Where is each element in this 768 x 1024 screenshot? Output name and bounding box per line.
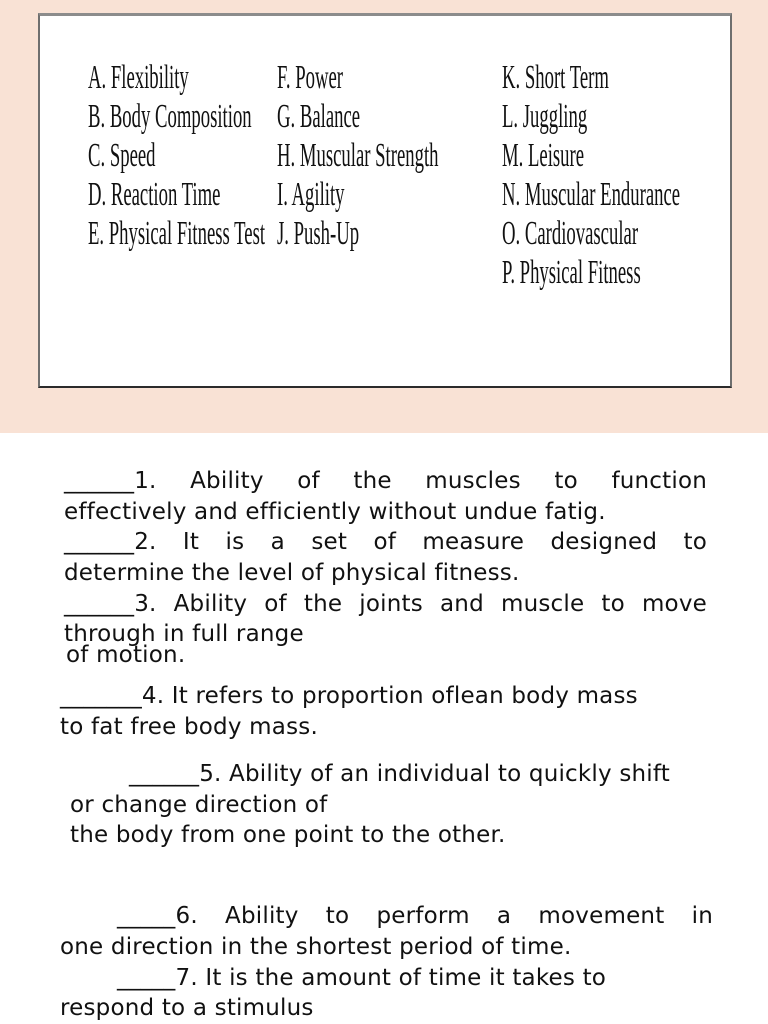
- question-5-line-1: ______5. Ability of an individual to quickly shift: [129, 761, 670, 787]
- question-2-line-1: ______2. It is a set of measure designed to: [64, 529, 707, 555]
- choice-k: K. Short Term: [502, 59, 609, 96]
- question-3-line-3: of motion.: [66, 642, 186, 668]
- choices-column-k-p: [502, 58, 768, 292]
- choice-l: L. Juggling: [502, 98, 588, 135]
- question-5-line-3: the body from one point to the other.: [70, 822, 506, 848]
- question-7-line-1: _____7. It is the amount of time it takes to: [117, 965, 607, 991]
- choice-e: E. Physical Fitness Test: [88, 215, 266, 252]
- choice-b: B. Body Composition: [88, 98, 252, 135]
- choice-g: G. Balance: [277, 98, 361, 135]
- question-7-line-2: respond to a stimulus: [60, 995, 314, 1021]
- question-4-line-2: to fat free body mass.: [60, 714, 318, 740]
- choice-a: A. Flexibility: [88, 59, 189, 96]
- choice-i: I. Agility: [277, 176, 345, 213]
- choice-c: C. Speed: [88, 137, 156, 174]
- question-6-line-1: _____6. Ability to perform a movement in: [117, 903, 713, 929]
- question-6-line-2: one direction in the shortest period of time.: [60, 934, 572, 960]
- question-3-line-2: through in full range: [64, 621, 304, 647]
- choice-p: P. Physical Fitness: [502, 254, 641, 291]
- question-4-line-1: _______4. It refers to proportion oflean body mass: [60, 683, 638, 709]
- question-2-line-2: determine the level of physical fitness.: [64, 560, 520, 586]
- choice-d: D. Reaction Time: [88, 176, 221, 213]
- question-1-line-2: effectively and efficiently without undue fatig.: [64, 499, 606, 525]
- choice-o: O. Cardiovascular: [502, 215, 639, 252]
- question-1-line-1: ______1. Ability of the muscles to function: [64, 468, 707, 494]
- choice-m: M. Leisure: [502, 137, 585, 174]
- question-3-line-1: ______3. Ability of the joints and muscle to move: [64, 591, 707, 617]
- choice-j: J. Push-Up: [277, 215, 360, 252]
- choice-n: N. Muscular Endurance: [502, 176, 681, 213]
- choice-f: F. Power: [277, 59, 344, 96]
- choices-box: [38, 13, 732, 388]
- choice-h: H. Muscular Strength: [277, 137, 439, 174]
- question-5-line-2: or change direction of: [70, 792, 328, 818]
